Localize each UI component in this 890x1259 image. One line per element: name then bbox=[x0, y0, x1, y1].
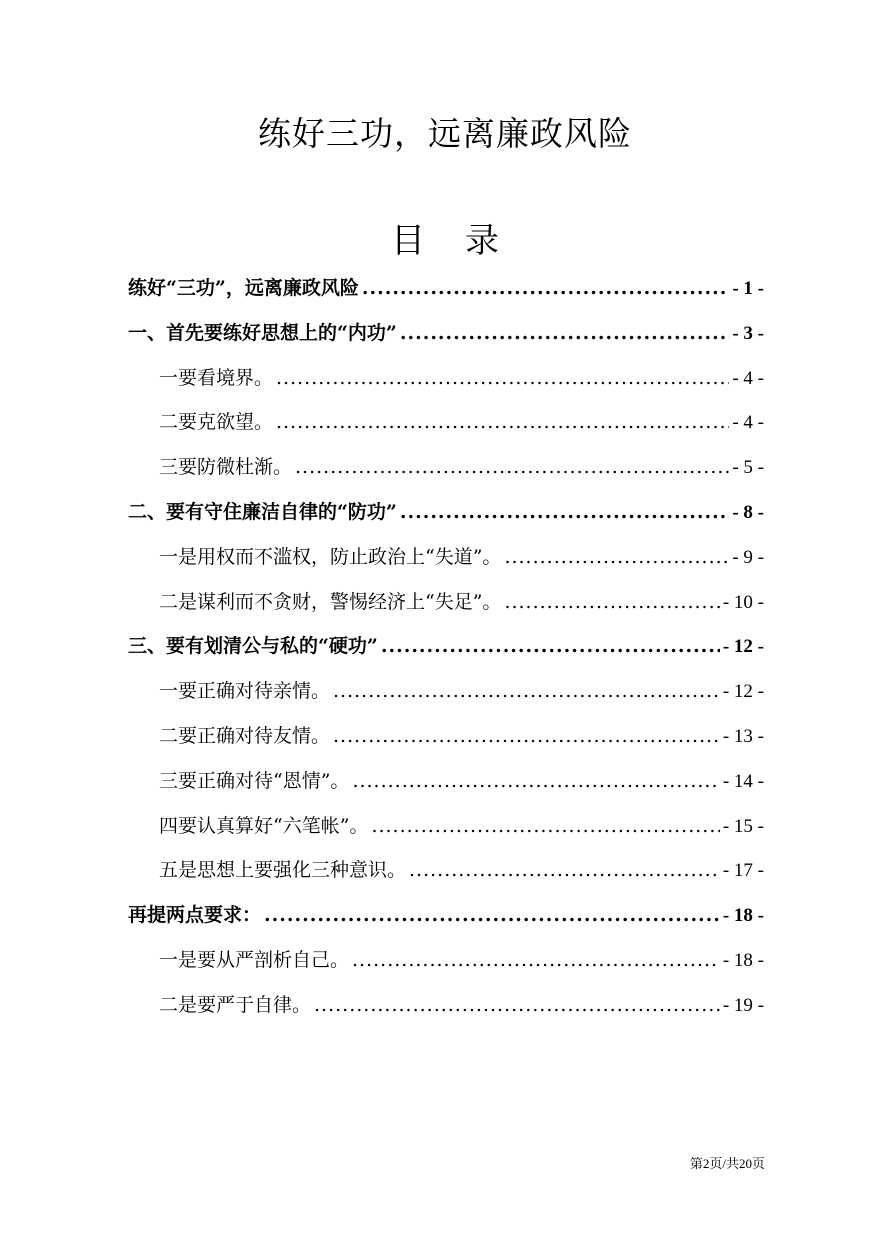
toc-entry[interactable] bbox=[128, 580, 764, 625]
toc-heading: 目录 bbox=[391, 221, 539, 261]
toc-dot-leader bbox=[352, 938, 720, 983]
toc-entry[interactable] bbox=[128, 983, 764, 1028]
toc-entry[interactable] bbox=[128, 669, 764, 714]
toc-entry-page-number: - 13 - bbox=[722, 725, 764, 747]
toc-entry-text: 一要看境界。 bbox=[159, 366, 274, 389]
toc-entry[interactable] bbox=[128, 356, 764, 401]
toc-dot-leader bbox=[400, 311, 729, 356]
toc-entry-text: 三要正确对待“恩情”。 bbox=[159, 769, 350, 792]
toc-dot-leader bbox=[504, 535, 729, 580]
toc-entry-text: 一是要从严剖析自己。 bbox=[159, 948, 350, 971]
toc-entry-text: 一、首先要练好思想上的“内功” bbox=[128, 321, 397, 344]
toc-dot-leader bbox=[371, 804, 719, 849]
toc-entry-page-number: - 14 - bbox=[722, 770, 764, 792]
toc-entry-page-number: - 1 - bbox=[732, 278, 764, 299]
toc-entry-text: 二、要有守住廉洁自律的“防功” bbox=[128, 500, 397, 523]
toc-entry[interactable] bbox=[128, 624, 764, 669]
toc-dot-leader bbox=[352, 759, 719, 804]
toc-entry-text: 二是要严于自律。 bbox=[159, 993, 312, 1016]
toc-entry-text: 二要克欲望。 bbox=[159, 411, 274, 434]
toc-entry-text: 二要正确对待友情。 bbox=[159, 724, 331, 747]
toc-entry-page-number: - 9 - bbox=[732, 546, 764, 568]
toc-entry-page-number: - 8 - bbox=[732, 501, 764, 523]
toc-entry-text: 一要正确对待亲情。 bbox=[159, 680, 331, 703]
toc-entry-text: 练好“三功”，远离廉政风险 bbox=[128, 277, 359, 299]
toc-dot-leader bbox=[333, 669, 720, 714]
toc-entry-page-number: - 19 - bbox=[722, 994, 764, 1016]
toc-entry-text: 二是谋利而不贪财，警惕经济上“失足”。 bbox=[159, 590, 502, 613]
toc-dot-leader bbox=[409, 848, 720, 893]
toc-entry-page-number: - 12 - bbox=[722, 681, 764, 703]
toc-entry[interactable] bbox=[128, 400, 764, 445]
toc-entry-page-number: - 15 - bbox=[722, 815, 764, 837]
toc-entry[interactable] bbox=[128, 804, 764, 849]
toc-entry-text: 再提两点要求： bbox=[128, 904, 262, 927]
toc-dot-leader bbox=[314, 983, 720, 1028]
toc-dot-leader bbox=[264, 893, 720, 938]
toc-entry-page-number: - 18 - bbox=[722, 949, 764, 971]
toc-entry[interactable] bbox=[128, 535, 764, 580]
toc-entry-text: 三、要有划清公与私的“硬功” bbox=[128, 635, 378, 658]
toc-dot-leader bbox=[295, 445, 729, 490]
toc-dot-leader bbox=[276, 400, 729, 445]
toc-entry-page-number: - 10 - bbox=[722, 591, 764, 613]
toc-entry-page-number: - 4 - bbox=[732, 367, 764, 389]
toc-dot-leader bbox=[381, 624, 720, 669]
toc-entry[interactable] bbox=[128, 893, 764, 938]
toc-entry[interactable] bbox=[128, 938, 764, 983]
toc-dot-leader bbox=[504, 580, 719, 625]
toc-entry-page-number: - 18 - bbox=[722, 905, 764, 927]
toc-entry-text: 四要认真算好“六笔帐”。 bbox=[159, 814, 369, 837]
toc-entry-text: 三要防微杜渐。 bbox=[159, 456, 293, 479]
page-footer: 第2页/共20页 bbox=[689, 1156, 765, 1171]
toc-entry[interactable] bbox=[128, 848, 764, 893]
toc-entry-text: 一是用权而不滥权，防止政治上“失道”。 bbox=[159, 545, 502, 568]
table-of-contents bbox=[128, 266, 764, 1028]
toc-dot-leader bbox=[333, 714, 720, 759]
toc-entry-page-number: - 12 - bbox=[722, 636, 764, 658]
toc-entry[interactable] bbox=[128, 714, 764, 759]
toc-entry[interactable] bbox=[128, 759, 764, 804]
toc-dot-leader bbox=[276, 356, 729, 401]
toc-entry-text: 五是思想上要强化三种意识。 bbox=[159, 859, 407, 882]
toc-entry-page-number: - 3 - bbox=[732, 322, 764, 344]
toc-entry-page-number: - 4 - bbox=[732, 412, 764, 434]
toc-entry[interactable] bbox=[128, 490, 764, 535]
toc-dot-leader bbox=[400, 490, 729, 535]
toc-dot-leader bbox=[362, 266, 729, 311]
toc-entry[interactable] bbox=[128, 266, 764, 311]
toc-entry-page-number: - 17 - bbox=[722, 860, 764, 882]
document-title: 练好三功，远离廉政风险 bbox=[258, 114, 632, 153]
toc-entry[interactable] bbox=[128, 311, 764, 356]
toc-entry-page-number: - 5 - bbox=[732, 457, 764, 479]
toc-entry[interactable] bbox=[128, 445, 764, 490]
